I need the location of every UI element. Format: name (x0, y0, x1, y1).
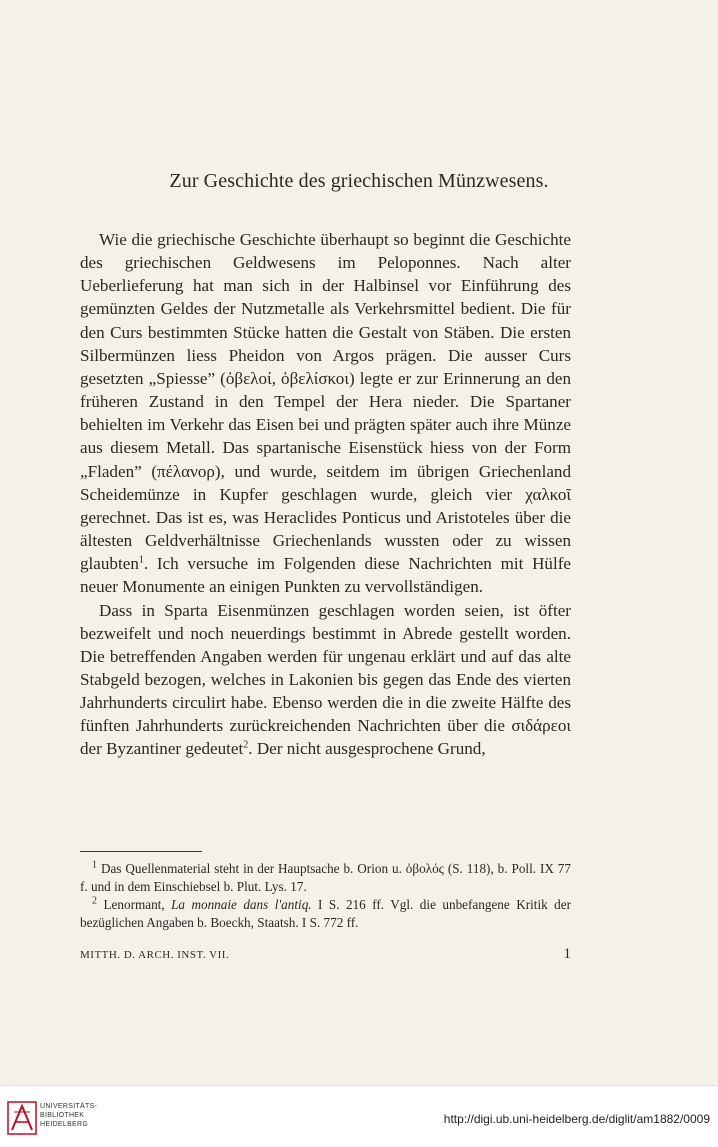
footnote-2-work-title: La monnaie dans l'antiq. (171, 897, 312, 912)
page-number: 1 (563, 946, 571, 962)
paragraph-2 (80, 599, 571, 761)
university-library-logo-icon[interactable] (6, 1100, 38, 1136)
footnotes (80, 860, 571, 932)
library-name-line-2: BIBLIOTHEK (40, 1112, 85, 1119)
paragraph-1-tail: . Ich versuche im Folgenden diese Nachrichten mit Hülfe neuer Monumente an einigen Punkten zu vervollständigen. (80, 554, 571, 597)
paragraph-2-text: Dass in Sparta Eisenmünzen geschlagen worden seien, ist öfter bezweifelt und noch neuerdings bestimmt in Abrede gestellt worden. Die betreffenden Angaben werden für ungenau erklärt und auf das alte Stabgeld bezogen, welches in Lakonien bis gegen das Ende des vierten Jahrhunderts circulirt habe. Ebenso werden die in die zweite Hälfte des fünften Jahrhunderts zurückreichenden Nachrichten über die σιδάρεοι der Byzantiner gedeutet (80, 600, 571, 759)
footnote-divider (80, 851, 202, 852)
body-text (80, 228, 571, 761)
footnote-1-text: Das Quellenmaterial steht in der Hauptsache b. Orion u. ὀβολός (S. 118), b. Poll. IX 77 f. und in dem Einschiebsel b. Plut. Lys. 17. (80, 861, 571, 894)
library-name[interactable] (40, 1102, 97, 1129)
paragraph-1-text: Wie die griechische Geschichte überhaupt so beginnt die Geschichte des griechischen Geldwesens im Peloponnes. Nach alter Ueberlieferung hat man sich in der Halbinsel vor Einführung des gemünzten Geldes der Nutzmetalle als Verkehrsmittel bedient. Die für den Curs bestimmten Stücke hatten die Gestalt von Stäben. Die ersten Silbermünzen liess Pheidon von Argos prägen. Die ausser Curs gesetzten „Spiesse” (ὀβελοί, ὀβελίσκοι) legte er zur Erinnerung an den früheren Zustand in den Tempel der Hera nieder. Die Spartaner behielten im Verkehr das Eisen bei und prägten später auch ihre Münze aus diesem Metall. Das spartanische Eisenstück hiess von der Form „Fladen” (πέλανορ), und wurde, seitdem im übrigen Griechenland Scheidemünze in Kupfer geschlagen wurde, gleich vier χαλκοῖ gerechnet. Das ist es, was Heraclides Ponticus und Aristoteles über die ältesten Geldverhältnisse Griechenlands wussten oder zu wissen glaubten (80, 230, 571, 574)
library-name-line-3: HEIDELBERG (40, 1121, 89, 1128)
footnote-2-number: 2 (92, 895, 97, 907)
paragraph-2-tail: . Der nicht ausgesprochene Grund, (248, 739, 486, 759)
footnote-ref-1: 1 (138, 554, 144, 566)
footnote-2-author: Lenormant, (103, 897, 172, 912)
page-title: Zur Geschichte des griechischen Münzwesens. (169, 170, 549, 192)
page-footer (80, 946, 571, 962)
footnote-ref-2: 2 (243, 739, 249, 751)
permalink-url[interactable]: http://digi.ub.uni-heidelberg.de/diglit/am1882/0009 (443, 1112, 710, 1126)
footnote-1-number: 1 (92, 859, 97, 871)
library-name-line-1: UNIVERSITÄTS- (40, 1103, 98, 1110)
footnote-2-text: I S. 216 ff. Vgl. die unbefangene Kritik der bezüglichen Angaben b. Boeckh, Staatsh. I S. 772 ff. (80, 897, 571, 930)
paragraph-1 (80, 228, 571, 599)
footnote-2 (80, 896, 571, 932)
footnote-1 (80, 860, 571, 896)
signature-mark: MITTH. D. ARCH. INST. VII. (80, 949, 230, 961)
viewer-footer-bar (0, 1085, 718, 1147)
